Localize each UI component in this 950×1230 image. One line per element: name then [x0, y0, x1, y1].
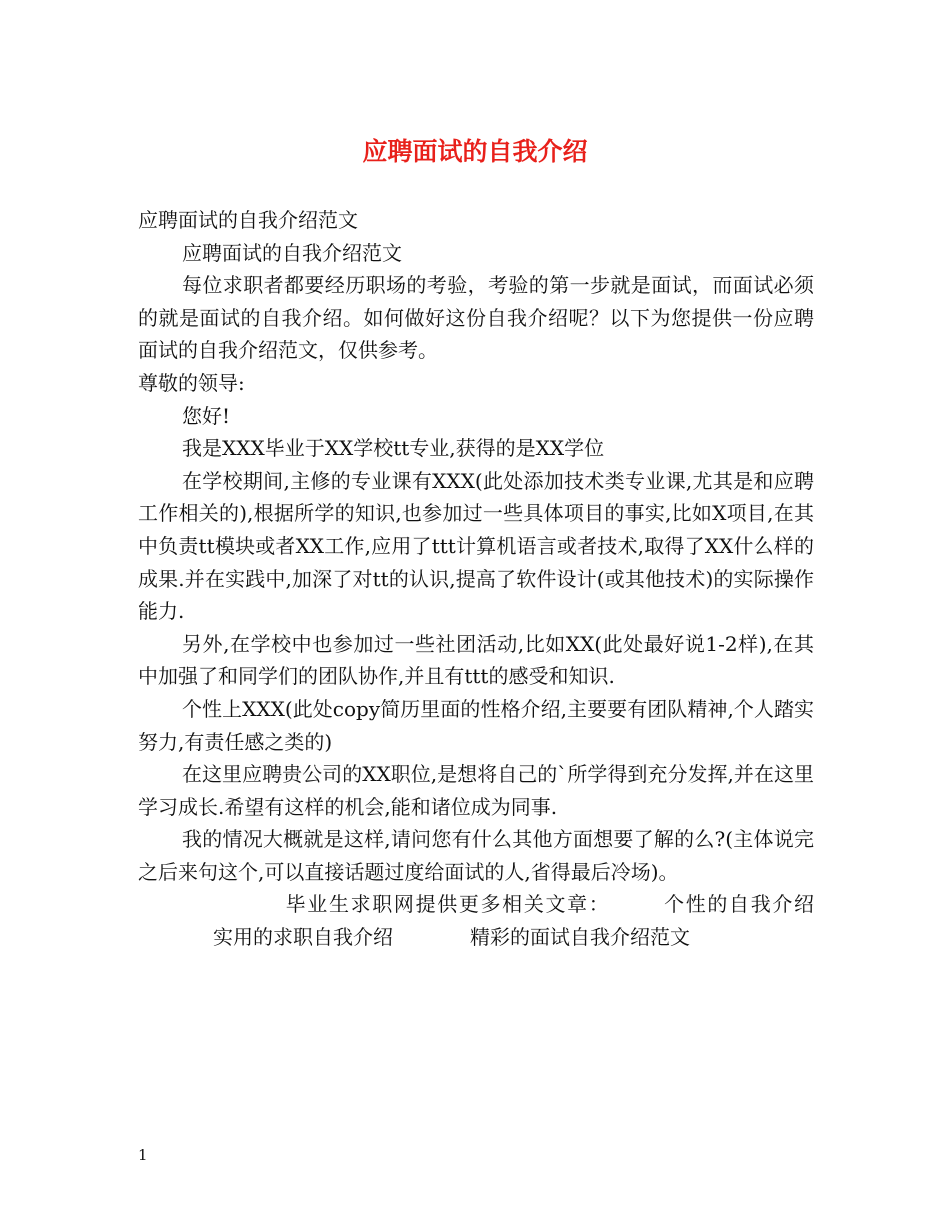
- related-articles: [138, 888, 814, 953]
- document-body: [138, 204, 814, 954]
- page-number: 1: [138, 1146, 148, 1164]
- related-link-2[interactable]: 实用的求职自我介绍: [213, 925, 393, 950]
- paragraph-motivation: 在这里应聘贵公司的XX职位,是想将自己的`所学得到充分发挥,并在这里学习成长.希望有这样的机会,能和诸位成为同事.: [138, 762, 814, 819]
- intro-paragraph: 每位求职者都要经历职场的考验，考验的第一步就是面试，而面试必须的就是面试的自我介绍。如何做好这份自我介绍呢？以下为您提供一份应聘面试的自我介绍范文，仅供参考。: [138, 273, 814, 363]
- paragraph-personality: 个性上XXX(此处copy简历里面的性格介绍,主要要有团队精神,个人踏实努力,有责任感之类的): [138, 696, 814, 754]
- related-link-1[interactable]: 个性的自我介绍: [662, 892, 815, 917]
- greeting: 您好!: [182, 403, 231, 428]
- paragraph-studies: 在学校期间,主修的专业课有XXX(此处添加技术类专业课,尤其是和应聘工作相关的),根据所学的知识,也参加过一些具体项目的事实,比如X项目,在其中负责tt模块或者XX工作,应用了ttt计算机语言或者技术,取得了XX什么样的成果.并在实践中,加深了对tt的认识,提高了软件设计(或其他技术)的实际操作能力.: [138, 468, 814, 624]
- paragraph-background: 我是XXX毕业于XX学校tt专业,获得的是XX学位: [182, 436, 605, 461]
- salutation: 尊敬的领导:: [138, 370, 245, 395]
- related-label: 毕业生求职网提供更多相关文章：: [284, 892, 611, 917]
- paragraph-closing: 我的情况大概就是这样,请问您有什么其他方面想要了解的么?(主体说完之后来句这个,可以直接话题过度给面试的人,省得最后冷场)。: [138, 827, 814, 884]
- section-heading: 应聘面试的自我介绍范文: [182, 240, 402, 265]
- document-title: 应聘面试的自我介绍: [362, 137, 588, 166]
- subtitle-line: 应聘面试的自我介绍范文: [138, 208, 358, 232]
- related-link-3[interactable]: 精彩的面试自我介绍范文: [470, 925, 690, 950]
- paragraph-activities: 另外,在学校中也参加过一些社团活动,比如XX(此处最好说1-2样),在其中加强了和同学们的团队协作,并且有ttt的感受和知识.: [138, 631, 814, 689]
